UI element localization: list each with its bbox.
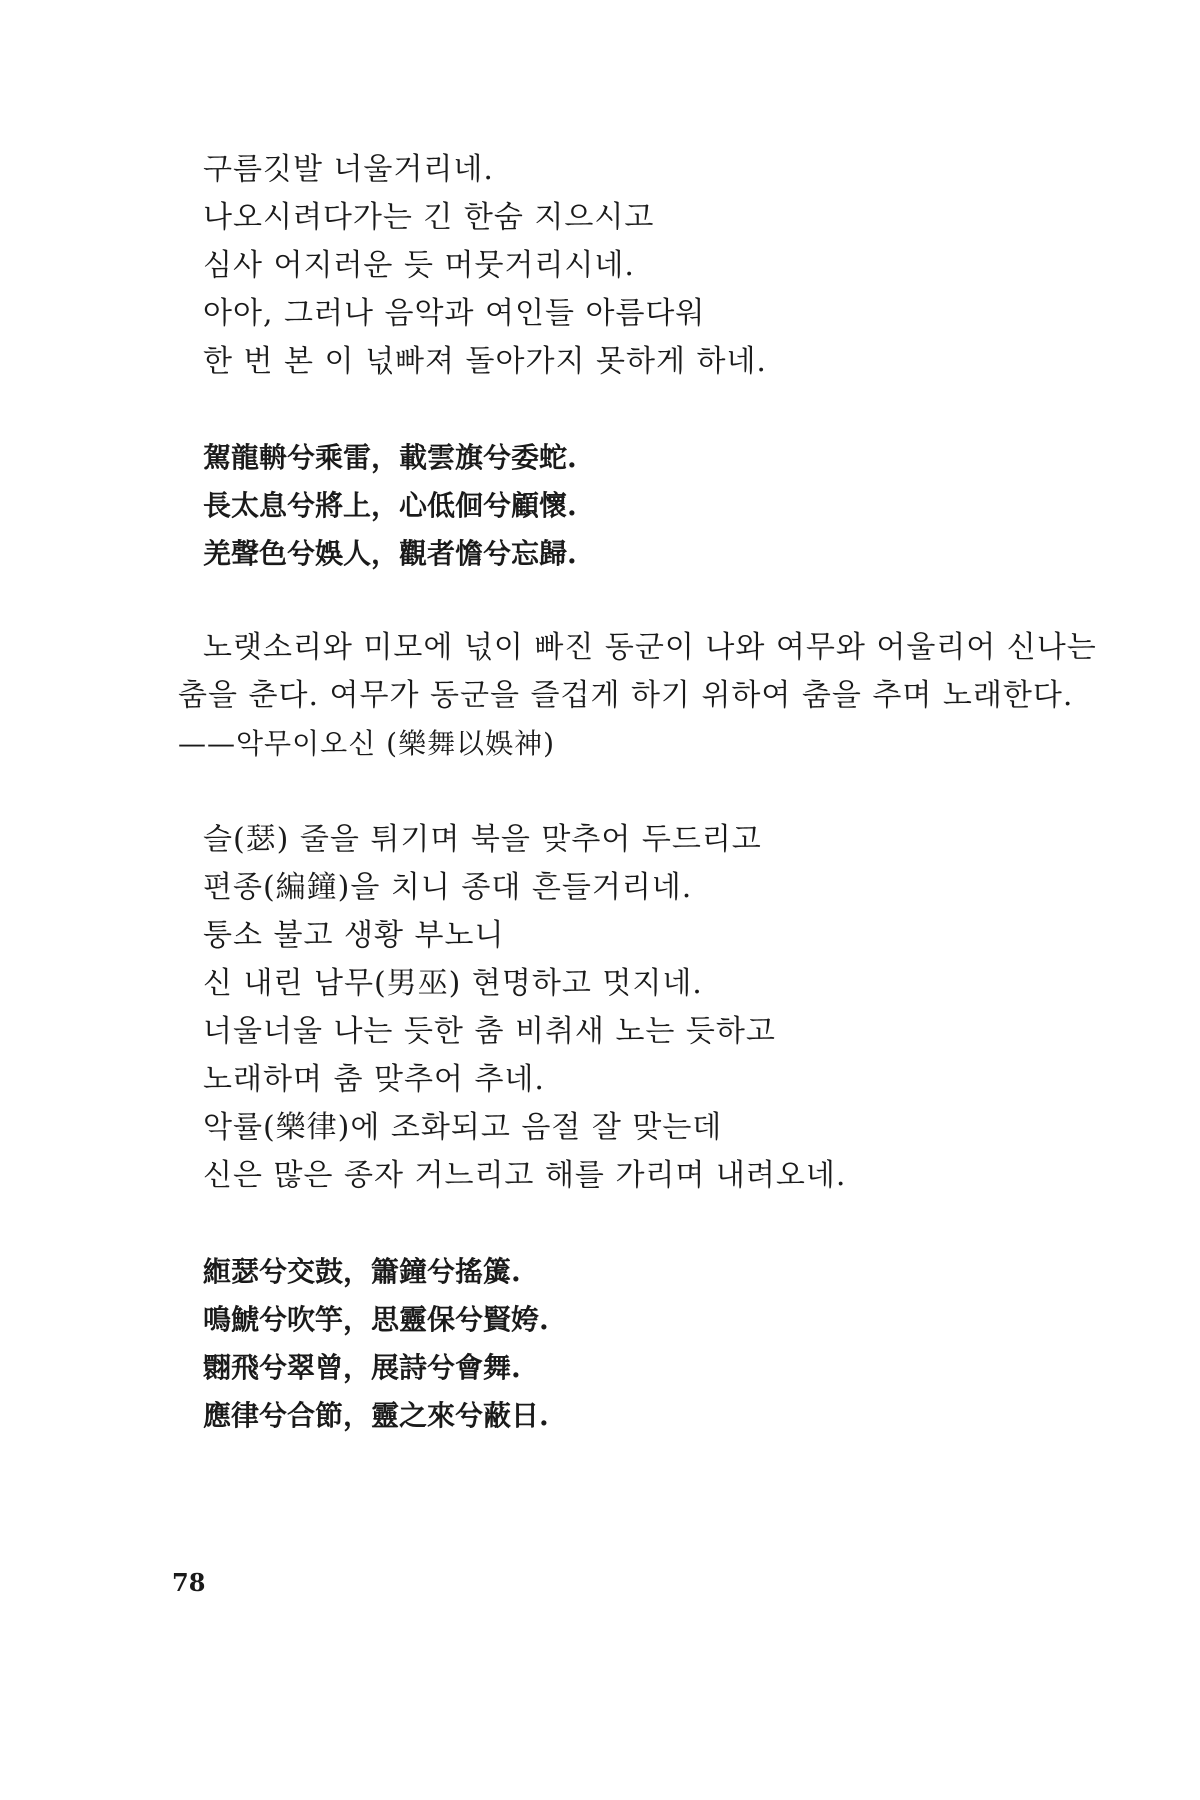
poem-line: 아아, 그러나 음악과 여인들 아름다워 [203,296,706,331]
poem-line: 신은 많은 종자 거느리고 해를 가리며 내려오네. [203,1158,847,1193]
poem-line: 너울너울 나는 듯한 춤 비취새 노는 듯하고 [203,1014,776,1049]
classical-chinese-line: 翾飛兮翠曾，展詩兮會舞. [203,1351,521,1384]
section-title: ——악무이오신 (樂舞以娛神) [178,727,555,760]
poem-line: 한 번 본 이 넋빠져 돌아가지 못하게 하네. [203,344,767,379]
poem-line: 퉁소 불고 생황 부노니 [203,918,505,953]
classical-chinese-line: 縆瑟兮交鼓，簫鐘兮搖簴. [203,1255,521,1288]
poem-line: 심사 어지러운 듯 머뭇거리시네. [203,248,635,283]
poem-line: 악률(樂律)에 조화되고 음절 잘 맞는데 [203,1110,723,1145]
poem-line: 편종(編鐘)을 치니 종대 흔들거리네. [203,870,693,905]
page-number: 78 [172,1568,206,1597]
poem-line: 신 내린 남무(男巫) 현명하고 멋지네. [203,966,703,1001]
prose-line: 노랫소리와 미모에 넋이 빠진 동군이 나와 여무와 어울리어 신나는 [203,630,1097,665]
poem-line: 슬(瑟) 줄을 튀기며 북을 맞추어 두드리고 [203,822,762,857]
classical-chinese-line: 羌聲色兮娛人，觀者憺兮忘歸. [203,537,577,570]
poem-line: 나오시려다가는 긴 한숨 지으시고 [203,200,655,235]
classical-chinese-line: 鳴鯱兮吹竽，思靈保兮賢姱. [203,1303,549,1336]
classical-chinese-line: 駕龍輈兮乘雷，載雲旗兮委蛇. [203,441,577,474]
poem-line: 구름깃발 너울거리네. [203,152,494,187]
prose-line: 춤을 춘다. 여무가 동군을 즐겁게 하기 위하여 춤을 추며 노래한다. [178,678,1074,713]
classical-chinese-line: 應律兮合節，靈之來兮蔽日. [203,1399,549,1432]
poem-line: 노래하며 춤 맞추어 추네. [203,1062,545,1097]
classical-chinese-line: 長太息兮將上，心低佪兮顧懷. [203,489,577,522]
